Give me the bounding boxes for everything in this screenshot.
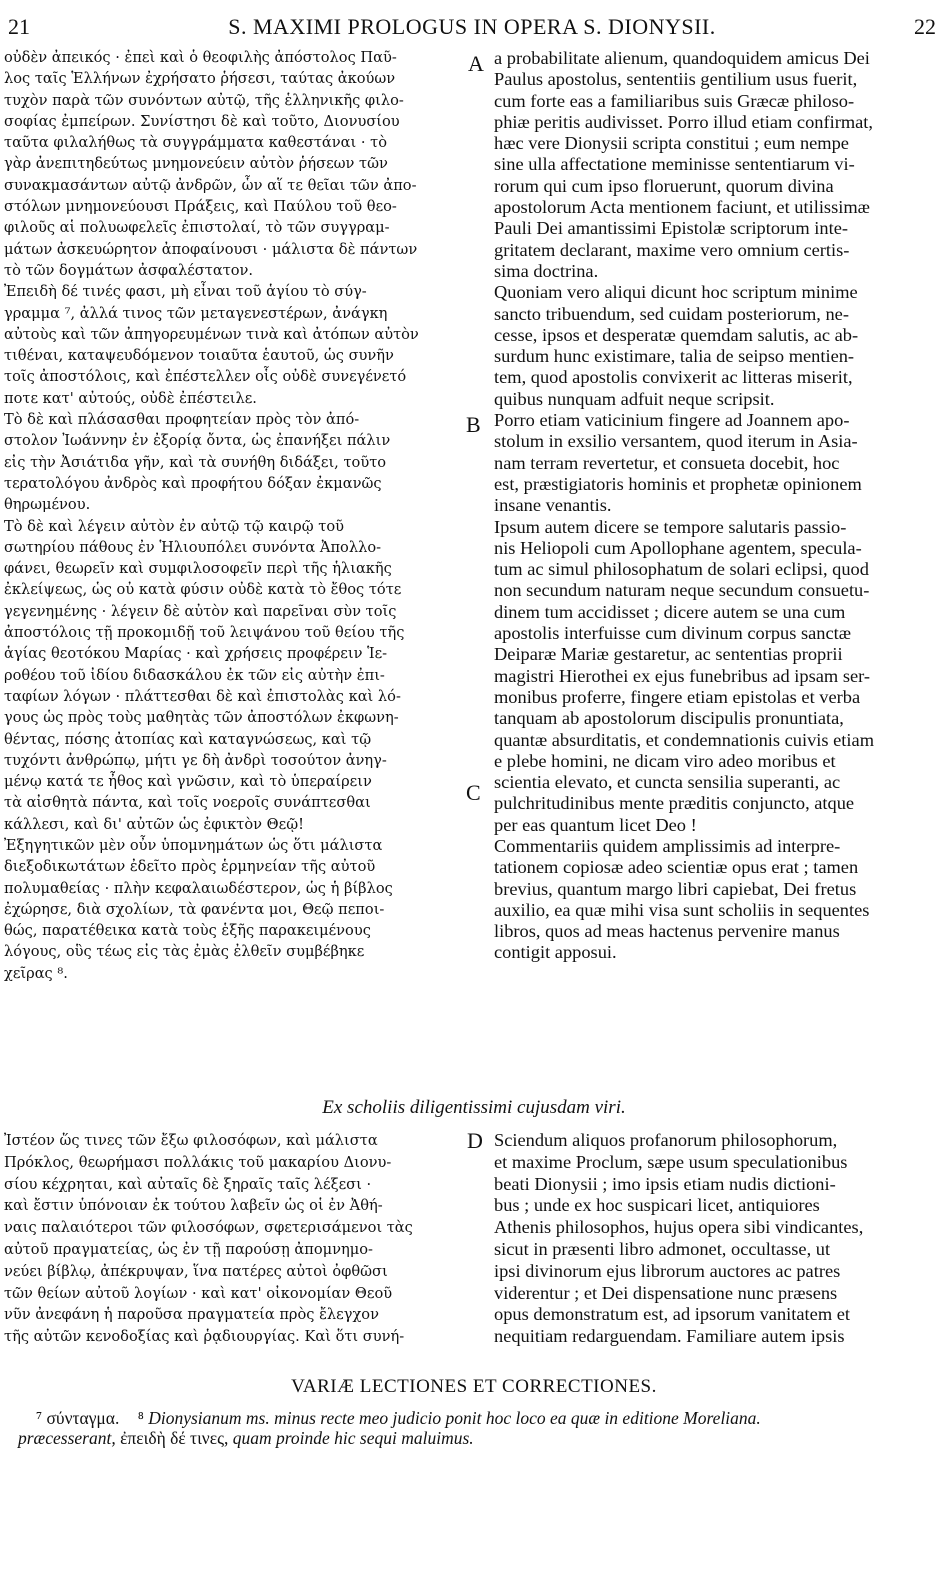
greek-scholia-line: σίου κέχρηται, καὶ αὐταῖς δὲ ξηραῖς ταῖς λέξεσι · (4, 1175, 372, 1193)
greek-text-line: συνακμασάντων αὐτῷ ἀνδρῶν, ὧν αἵ τε θεῖαι τῶν ἀπο- (4, 176, 417, 194)
greek-text-line: τυχὸν παρὰ τῶν συνόντων αὐτῷ, τῆς ἑλληνικῆς φιλο- (4, 91, 404, 109)
latin-text-line: apostolorum Acta mentionem faciunt, et utilissimæ (494, 197, 870, 218)
greek-text-line: θέντας, πόσης ἀτοπίας καὶ καταγνώσεως, καὶ τῷ (4, 730, 372, 748)
latin-text-line: est, præstigiatoris hominis et prophetæ opinionem (494, 473, 862, 494)
latin-text-line: rorum qui cum ipso floruerunt, quorum divina (494, 175, 834, 196)
latin-text-line: pulchritudinibus mente præditis conjuncto, atque (494, 793, 855, 814)
greek-text-line: οὐδὲν ἀπεικός · ἐπεὶ καὶ ὁ θεοφιλὴς ἀπόστολος Παῦ- (4, 49, 397, 66)
latin-text-line: magistri Hierothei ex ejus funebribus ad ipsam ser- (494, 665, 871, 686)
footnote-8-cont-greek: ἐπειδὴ δέ τινες, (115, 1428, 229, 1448)
greek-text-line: ροθέου τοῦ ἰδίου διδασκάλου ἐκ τῶν εἰς αὐτὴν ἐπι- (4, 666, 385, 684)
latin-text-line: surdum hunc existimare, talia de seipso mentien- (494, 346, 855, 367)
latin-text-line: phiæ peritis audivisset. Porro illud etiam confirmat, (494, 111, 873, 132)
footnote-8-cont-italic-2: quam proinde hic sequi maluimus. (228, 1428, 474, 1448)
greek-text-line: σωτηρίου πάθους ἐν Ἡλιουπόλει συνόντα Ἀπολλο- (4, 538, 382, 556)
greek-text-line: ἀποστόλοις τῇ προκομιδῇ τοῦ λειψάνου τοῦ θείου τῆς (4, 624, 405, 642)
latin-text-line: nis Heliopoli cum Apollophane agentem, specula- (494, 537, 862, 558)
latin-text-line: cesse, ipsos et desperatæ quemdam salutis, ac ab- (494, 324, 859, 345)
latin-text-line: stolum in exsilio versantem, quod iterum in Asia- (494, 431, 858, 452)
greek-text-line: λος ταῖς Ἑλλήνων ἐχρήσατο ῥήσεσι, ταύτας ἀκούων (4, 70, 396, 88)
latin-text-line: non secundum naturam neque secundum consuetu- (494, 580, 870, 601)
greek-scholia-line: ναις παλαιότεροι τῶν φιλοσόφων, σφετερισάμενοι τὰς (4, 1219, 413, 1237)
greek-text-line: Τὸ δὲ καὶ λέγειν αὐτὸν ἐν αὐτῷ τῷ καιρῷ τοῦ (4, 517, 345, 535)
latin-text-line: libros, quos ad meas hactenus pervenire manus (494, 921, 840, 942)
greek-text-line: σοφίας ἐμπείρων. Συνίστησι δὲ καὶ τοῦτο, Διονυσίου (4, 112, 400, 130)
latin-text-line: brevius, quantum margo libri capiebat, Dei fretus (494, 878, 857, 899)
footnote-7-mark: ⁷ (36, 1408, 43, 1428)
greek-text-line: εἰς τὴν Ἀσιάτιδα γῆν, καὶ τὰ συνήθη διδάξει, τοῦτο (4, 453, 387, 471)
latin-scholia-line: Sciendum aliquos profanorum philosophorum, (494, 1130, 838, 1150)
latin-text-line: hæc vere Dionysii scripta constitui ; eum nempe (494, 133, 849, 154)
latin-text-line: Pauli Dei amantissimi Epistolæ scriptorum inte- (494, 218, 848, 239)
variae-lectiones-heading: VARIÆ LECTIONES ET CORRECTIONES. (291, 1376, 657, 1397)
latin-scholia-line: sicut in præsenti libro admonet, occultasse, ut (494, 1238, 831, 1259)
latin-text-line: Porro etiam vaticinium fingere ad Joannem apo- (494, 410, 850, 431)
latin-text-line: apostolis interfuisse cum divinum corpus sanctæ (494, 623, 852, 644)
latin-text-line: gritatem declarant, maxime vero omnium certis- (494, 239, 850, 260)
latin-text-line: tum ac simul philosophatum de solari eclipsi, quod (494, 559, 869, 580)
latin-text-line: e plebe homini, ne dicam viro adeo moribus et (494, 750, 836, 771)
greek-column-bottom (4, 1130, 462, 1348)
latin-text-line: auxilio, ea quæ mihi visa sunt scholiis in sequentes (494, 899, 870, 920)
greek-text-line: ταφίων λόγων · πλάττεσθαι δὲ καὶ ἐπιστολὰς καὶ λό- (4, 687, 401, 705)
latin-scholia-line: opus demonstratum est, ad ipsorum vanitatem et (494, 1304, 850, 1325)
greek-text-line: ταῦτα φιλαλήθως τὰ συγγράμματα καθεστάναι · τὸ (4, 134, 388, 152)
latin-scholia-line: nequitiam redarguendam. Familiare autem ipsis (494, 1326, 845, 1347)
greek-text-line: Τὸ δὲ καὶ πλάσασθαι προφητείαν πρὸς τὸν ἀπό- (4, 411, 360, 429)
greek-text-line: ἁγίας θεοτόκου Μαρίας · καὶ χρήσεις προφέρειν Ἱε- (4, 645, 388, 663)
greek-text-line: Ἐξηγητικῶν μὲν οὖν ὑπομνημάτων ὡς ὅτι μάλιστα (4, 836, 383, 854)
greek-text-line: διεξοδικωτάτων ἐδεῖτο πρὸς ἑρμηνείαν τῆς αὐτοῦ (4, 858, 376, 876)
margin-marker-a: A (468, 51, 484, 76)
greek-text-line: θηρωμένου. (4, 496, 91, 514)
header-title: S. MAXIMI PROLOGUS IN OPERA S. DIONYSII. (228, 14, 716, 39)
latin-text-line: Commentariis quidem amplissimis ad interpre- (494, 835, 841, 856)
greek-text-line: φάνει, θεωρεῖν καὶ συμφιλοσοφεῖν περὶ τῆς ἡλιακῆς (4, 560, 392, 578)
latin-scholia-line: viderentur ; et Dei dispensatione nunc præsens (494, 1282, 838, 1303)
greek-text-line: ἐκλείψεως, ὡς οὐ κατὰ φύσιν οὐδὲ κατὰ τὸ ἔθος τότε (4, 581, 402, 599)
greek-text-line: γραμμα ⁷, ἀλλά τινος τῶν μεταγενεστέρων, ἀνάγκη (4, 304, 388, 322)
greek-text-line: θώς, παρατέθεικα κατὰ τοὺς ἑξῆς παρακειμένους (4, 922, 371, 940)
latin-text-line: dinem tum accidisset ; dicere autem se una cum (494, 601, 846, 622)
footnote-7-text: σύνταγμα. (46, 1408, 120, 1428)
footnote-8-text: Dionysianum ms. minus recte meo judicio ponit hoc loco ea quæ in editione Moreliana. (148, 1408, 761, 1428)
greek-scholia-line: τῆς αὐτῶν κενοδοξίας καὶ ῥᾳδιουργίας. Καὶ ὅτι συνή- (4, 1328, 405, 1346)
latin-text-line: Deiparæ Mariæ gestaretur, ac sententias proprii (494, 644, 843, 665)
greek-scholia-line: Ἰστέον ὥς τινες τῶν ἔξω φιλοσόφων, καὶ μάλιστα (4, 1132, 378, 1149)
latin-text-line: quibus nunquam adfuit neque scripsit. (494, 388, 775, 409)
greek-scholia-line: αὐτοῦ πραγματείας, ὡς ἐν τῇ παρούσῃ ἀπομνημο- (4, 1240, 373, 1258)
greek-text-line: πολυμαθείας · πλὴν κεφαλαιωδέστερον, ὡς ἡ βίβλος (4, 879, 393, 897)
latin-text-line: insane venantis. (494, 495, 612, 516)
latin-text-line: sancto tribuendum, sed cuidam posteriorum, ne- (494, 303, 849, 324)
latin-text-line: tanquam ab apostolorum discipulis pronuntiata, (494, 708, 844, 729)
footnote-7 (36, 1408, 936, 1428)
latin-text-line: scientia elevato, et cuncta sensilia superanti, ac (494, 772, 841, 793)
latin-text-line: Ipsum autem dicere se tempore salutaris passio- (494, 516, 847, 537)
greek-text-line: τοῖς ἀποστόλοις, καὶ ἐπέστελλεν οἷς οὐδὲ συνεγένετό (4, 368, 407, 386)
greek-text-line: μένῳ κατά τε ἦθος καὶ γνῶσιν, καὶ τὸ ὑπεραίρειν (4, 773, 372, 791)
greek-column-top (4, 47, 464, 984)
section-subheading: Ex scholiis diligentissimi cujusdam viri. (322, 1097, 626, 1118)
page-number-left: 21 (8, 14, 30, 39)
page-number-right: 22 (914, 14, 936, 39)
greek-text-line: τιθέναι, καταψευδόμενον τοιαῦτα ἑαυτοῦ, ὡς συνῆν (4, 347, 394, 365)
latin-text-line: tem, quod apostolis convixerit ac litteras miserit, (494, 367, 853, 388)
latin-scholia-line: Athenis philosophos, hujus opera sibi vindicantes, (494, 1217, 864, 1238)
greek-text-line: τὰ αἰσθητὰ πάντα, καὶ τοῖς νοεροῖς συνάπτεσθαι (4, 794, 371, 812)
footnote-8-mark: ⁸ (137, 1408, 144, 1428)
greek-text-line: στόλων μνημονεύουσι Πράξεις, καὶ Παύλου τοῦ θεο- (4, 198, 397, 216)
latin-text-line: monibus proferre, fingere etiam epistolas et verba (494, 686, 861, 707)
greek-text-line: κάλλεσι, καὶ δι' αὐτῶν ὡς ἐφικτὸν Θεῷ! (4, 815, 304, 833)
margin-marker-b: B (466, 412, 481, 437)
footnote-8-continued (18, 1428, 918, 1448)
greek-text-line: ἐχώρησε, διὰ σχολίων, τὰ φανέντα μοι, Θεῷ πεποι- (4, 900, 385, 918)
footnote-8-cont-italic: præcesserant, (18, 1428, 116, 1448)
latin-text-line: contigit apposui. (494, 942, 617, 963)
running-header (8, 14, 936, 44)
latin-text-line: Paulus apostolus, sententiis gentilium usus fuerit, (494, 69, 858, 90)
greek-text-line: ποτε κατ' αὐτούς, οὐδὲ ἐπέστειλε. (4, 389, 257, 407)
latin-scholia-line: bus ; unde ex hoc suspicari licet, antiquiores (494, 1195, 820, 1216)
latin-column-bottom (494, 1130, 934, 1348)
margin-marker-c: C (466, 780, 481, 805)
greek-text-line: τερατολόγου ἀνδρὸς καὶ προφήτου δόξαν ἐκμανῶς (4, 474, 382, 492)
greek-scholia-line: νεύει βίβλῳ, ἀπέκρυψαν, ἵνα πατέρες αὐτοὶ ὀφθῶσι (4, 1262, 388, 1280)
latin-scholia-line: et maxime Proclum, sæpe usum speculationibus (494, 1151, 848, 1172)
latin-text-line: per eas quantum licet Deo ! (494, 814, 697, 835)
latin-column-top (494, 48, 934, 964)
greek-text-line: χεῖρας ⁸. (4, 964, 68, 982)
greek-text-line: αὐτοὺς καὶ τῶν ἀπηγορευμένων τινὰ καὶ ἀτόπων αὐτὸν (4, 325, 419, 343)
greek-text-line: γεγενημένης · λέγειν δὲ αὐτὸν καὶ παρεῖναι σὺν τοῖς (4, 602, 397, 620)
greek-scholia-line: νῦν ἀνεφάνη ἡ παροῦσα πραγματεία πρὸς ἔλεγχον (4, 1306, 379, 1324)
greek-text-line: λόγους, οὓς τέως εἰς τὰς ἐμὰς ἐλθεῖν συμβέβηκε (4, 943, 365, 961)
greek-text-line: Ἐπειδὴ δέ τινές φασι, μὴ εἶναι τοῦ ἁγίου τὸ σύγ- (4, 283, 367, 301)
greek-text-line: φιλοῦς αἱ πολυωφελεῖς ἐπιστολαί, τὸ τῶν συγγραμ- (4, 219, 390, 237)
latin-scholia-line: beati Dionysii ; imo ipsis etiam nudis dictioni- (494, 1173, 836, 1194)
greek-scholia-line: Πρόκλος, θεωρήμασι πολλάκις τοῦ μακαρίου Διονυ- (4, 1153, 392, 1171)
greek-text-line: τυχόντι ἀνθρώπῳ, μήτι γε δὴ ἀνδρὶ τοσούτον ἀνηγ- (4, 751, 387, 769)
margin-marker-d: D (467, 1128, 483, 1153)
latin-text-line: tationem copiosæ adeo scientiæ opus erat ; tamen (494, 857, 859, 878)
latin-text-line: Quoniam vero aliqui dicunt hoc scriptum minime (494, 282, 858, 303)
greek-scholia-line: καὶ ἔστιν ὑπόνοιαν ἐκ τούτου λαβεῖν ὡς οἱ ἐν Ἀθή- (4, 1197, 383, 1215)
latin-text-line: nam terram revertetur, et consueta docebit, hoc (494, 452, 840, 473)
greek-text-line: στολον Ἰωάννην ἐν ἐξορίᾳ ὄντα, ὡς ἐπανήξει πάλιν (4, 432, 391, 450)
latin-scholia-line: ipsi divinorum ejus librorum auctores ac patres (494, 1260, 841, 1281)
latin-text-line: cum forte eas a familiaribus suis Græcæ philoso- (494, 90, 855, 111)
greek-text-line: γους ὡς πρὸς τοὺς μαθητὰς τῶν ἀποστόλων ἐκφωνη- (4, 709, 399, 727)
greek-text-line: τὸ τῶν δογμάτων ἀσφαλέστατον. (4, 261, 254, 279)
greek-scholia-line: τῶν θείων αὐτοῦ λογίων · καὶ κατ' οἰκονομίαν Θεοῦ (4, 1284, 393, 1302)
latin-text-line: sine ulla affectatione meminisse sententiarum vi- (494, 154, 855, 175)
greek-text-line: μάτων ἀσκευώρητον ἀποφαίνουσι · μάλιστα δὲ πάντων (4, 240, 418, 258)
latin-text-line: quantæ absurditatis, et condemnationis cuivis etiam (494, 729, 874, 750)
latin-text-line: sima doctrina. (494, 260, 599, 281)
latin-text-line: a probabilitate alienum, quandoquidem amicus Dei (494, 48, 870, 68)
greek-text-line: γὰρ ἀνεπιτηδεύτως μνημονεύειν αὐτὸν ῥήσεων τῶν (4, 155, 388, 173)
